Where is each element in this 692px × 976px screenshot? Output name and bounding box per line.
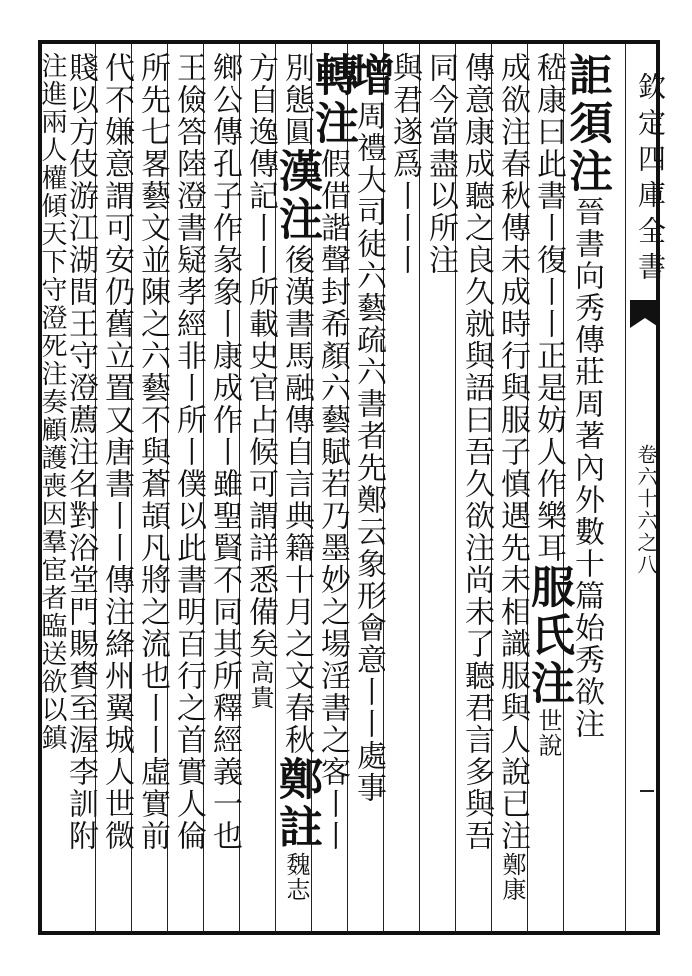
text-column: 詎須注晉書向秀傳莊周著內外數十篇始秀欲注 bbox=[561, 52, 612, 740]
text-column: 別態圓漢注後漢書馬融傳自言典籍十月之文春秋鄭註魏志 bbox=[271, 52, 322, 902]
text-column: 傳意康成聽之良久就與語曰吾久欲注尚未了聽君言多與吾 bbox=[459, 52, 494, 852]
heading-term: 漢注 bbox=[271, 148, 322, 244]
text-column: 增周禮大司徒六藝疏六書者先鄭云象形會意丨丨處事 bbox=[343, 52, 394, 804]
heading-term: 轉注 bbox=[307, 52, 358, 148]
book-title: 欽定四庫全書 bbox=[634, 72, 667, 288]
column-rule bbox=[625, 44, 626, 932]
text-column: 所先七畧藝文並陳之六藝不與蒼頡凡將之流也丨丨虛實前 bbox=[135, 52, 170, 852]
text-column: 成欲注春秋傳未成時行與服子慎遇先未相識服與人說已注鄭康 bbox=[495, 52, 530, 902]
heading-term: 增 bbox=[343, 52, 394, 100]
fishtail-mark bbox=[630, 300, 660, 318]
heading-term: 詎須注 bbox=[561, 52, 612, 196]
text-column: 方自逸傳記丨丨所載史官占候可謂詳悉備矣高貴 bbox=[243, 52, 278, 710]
text-column: 鄉公傳孔子作彖象丨康成作丨雖聖賢不同其所釋經義一也 bbox=[207, 52, 242, 852]
text-column: 與君遂爲丨丨丨 bbox=[387, 52, 422, 276]
heading-term: 鄭註 bbox=[271, 756, 322, 852]
volume-label: 卷六十六之八 bbox=[634, 444, 658, 576]
heading-term: 服氏注 bbox=[523, 564, 574, 708]
text-column: 轉注假借諧聲封希顏六藝賦若乃墨妙之場淫書之客丨丨 bbox=[307, 52, 358, 852]
text-column: 賤以方伎游江湖間王守澄薦注名對浴堂門賜賚至渥李訓附 bbox=[63, 52, 98, 852]
text-column: 注進兩人權傾天下守澄死注奏顧護喪因羣宦者臨送欲以鎮 bbox=[37, 52, 67, 752]
text-column: 嵇康曰此書丨復丨丨正是妨人作樂耳服氏注世說 bbox=[523, 52, 574, 758]
text-column: 代不嫌意謂可安仍舊立置又唐書丨丨傳注絳州翼城人世微 bbox=[99, 52, 134, 852]
text-column: 王儉答陸澄書疑孝經非丨所丨僕以此書明百行之首實人倫 bbox=[171, 52, 206, 852]
text-column: 同今當盡以所注 bbox=[423, 52, 458, 276]
gutter-marker bbox=[640, 790, 654, 802]
